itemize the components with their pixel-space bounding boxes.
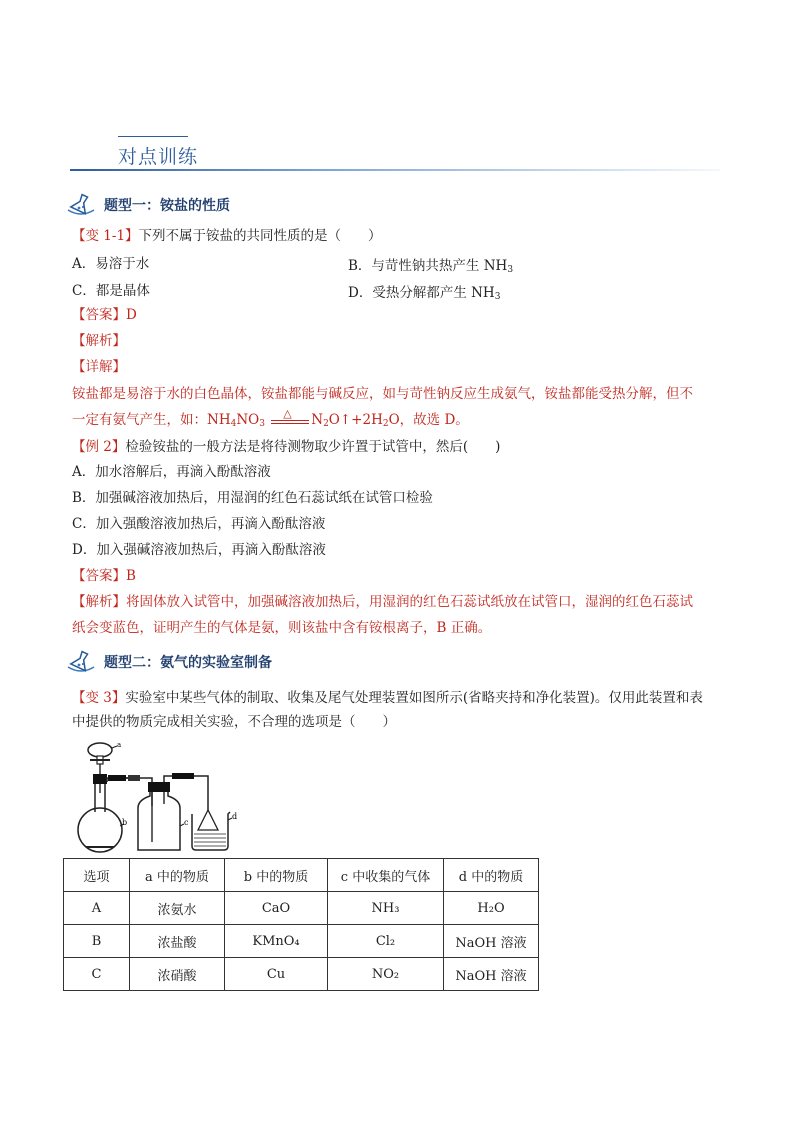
table-header-cell: c 中收集的气体 (328, 859, 444, 892)
q2-answer: B (126, 568, 136, 584)
q1-detail-line1: 铵盐都是易溶于水的白色晶体，铵盐都能与碱反应，如与苛性钠反应生成氨气，铵盐都能受热分解，但不 (72, 386, 693, 402)
table-row (64, 892, 539, 925)
table-header-cell: 选项 (64, 859, 130, 892)
section2-header (66, 649, 272, 675)
table-cell: C (64, 958, 130, 991)
beaker (192, 810, 237, 850)
q2-option-b: B．加强碱溶液加热后，用湿润的红色石蕊试纸在试管口检验 (72, 490, 433, 506)
table-cell: 浓硝酸 (130, 958, 225, 991)
table-cell: KMnO₄ (225, 925, 328, 958)
heat-arrow: △ (269, 410, 311, 426)
section1-title: 题型一：铵盐的性质 (104, 198, 230, 214)
apparatus-diagram (68, 738, 248, 854)
svg-text:c: c (184, 818, 189, 827)
q1-detail-line2: 一定有氨气产生，如：$NH_4NO_3$ △ $N_2O↑+2H_2O$，故选 D。 (72, 407, 469, 429)
q1-equation: $NH_4NO_3$ △ $N_2O↑+2H_2O$ (207, 407, 400, 429)
table-cell: NaOH 溶液 (444, 958, 539, 991)
table-cell: 浓盐酸 (130, 925, 225, 958)
section1-header (66, 192, 230, 218)
q2-stem: 检验铵盐的一般方法是将待测物取少许置于试管中，然后( ) (125, 439, 501, 455)
q1-stem: 下列不属于铵盐的共同性质的是（ ） (138, 228, 382, 244)
q2-option-d: D．加入强碱溶液加热后，再滴入酚酞溶液 (72, 542, 326, 558)
table-cell: NO₂ (328, 958, 444, 991)
heading-title: 对点训练 (118, 146, 199, 168)
round-flask (78, 774, 127, 852)
gas-bottle (138, 782, 189, 850)
q1-option-b: B．与苛性钠共热产生 $NH_3$ (348, 258, 514, 275)
table-header-cell: b 中的物质 (225, 859, 328, 892)
svg-text:a: a (117, 741, 122, 749)
q1-answer-line (72, 305, 137, 325)
table-cell: Cl₂ (328, 925, 444, 958)
q2-option-a: A．加水溶解后，再滴入酚酞溶液 (72, 464, 271, 480)
q1-analysis-tag: 【解析】 (72, 333, 126, 349)
q2-answer-line (72, 566, 136, 586)
q3-tag: 【变 3】 (72, 690, 126, 706)
table-cell: NH₃ (328, 892, 444, 925)
table-row (64, 958, 539, 991)
table-cell: A (64, 892, 130, 925)
table-cell: 浓氨水 (130, 892, 225, 925)
table-cell: NaOH 溶液 (444, 925, 539, 958)
table-header-cell: d 中的物质 (444, 859, 539, 892)
q1-stem-line (72, 226, 382, 246)
heading-topline (118, 136, 188, 137)
table-cell: Cu (225, 958, 328, 991)
q2-analysis-line1: 【解析】将固体放入试管中，加强碱溶液加热后，用湿润的红色石蕊试纸放在试管口，湿润的红色石蕊试 (72, 594, 693, 610)
section-heading (70, 132, 720, 174)
svg-text:d: d (232, 812, 238, 821)
q1-option-d: D．受热分解都产生 $NH_3$ (348, 285, 501, 302)
q3-stem-line2: 中提供的物质完成相关实验，不合理的选项是（ ） (72, 714, 396, 730)
table-row (64, 925, 539, 958)
q2-answer-tag: 【答案】 (72, 568, 126, 584)
table-header-row (64, 859, 539, 892)
table-cell: H₂O (444, 892, 539, 925)
q1-answer: D (126, 307, 137, 323)
q2-option-c: C．加入强酸溶液加热后，再滴入酚酞溶液 (72, 516, 326, 532)
q1-answer-tag: 【答案】 (72, 307, 126, 323)
q2-tag: 【例 2】 (72, 439, 126, 455)
q1-tag: 【变 1-1】 (72, 228, 139, 244)
table-cell: CaO (225, 892, 328, 925)
svg-text:b: b (122, 818, 128, 827)
q2-analysis-tag: 【解析】 (72, 594, 126, 610)
flask-icon (66, 649, 96, 675)
table-cell: B (64, 925, 130, 958)
q3-stem-line1: 【变 3】实验室中某些气体的制取、收集及尾气处理装置如图所示(省略夹持和净化装置)。仅用此装置和表 (72, 690, 703, 706)
q1-option-c: C．都是晶体 (72, 283, 150, 299)
q2-analysis-line2: 纸会变蓝色，证明产生的气体是氨，则该盐中含有铵根离子，B 正确。 (72, 620, 492, 636)
q2-stem-line (72, 437, 500, 457)
heading-underline (70, 169, 720, 171)
q1-option-a: A．易溶于水 (72, 256, 150, 272)
flask-icon (66, 192, 96, 218)
materials-table (63, 858, 539, 991)
table-header-cell: a 中的物质 (130, 859, 225, 892)
q1-detail-tag: 【详解】 (72, 359, 126, 375)
section2-title: 题型二：氨气的实验室制备 (104, 655, 272, 671)
